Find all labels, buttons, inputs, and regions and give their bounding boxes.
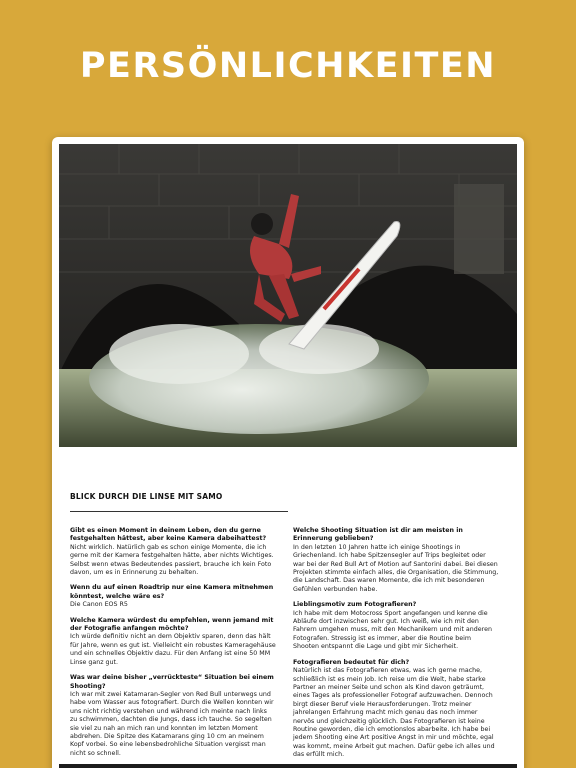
- answer: Natürlich ist das Fotografieren etwas, was ich gerne mache, schließlich ist es mein Job. Ich reise um die Welt, habe starke Partner an meiner Seite und schon als Kind davon geträumt, eines Tages als professioneller Fotograf aufzuwachen. Dennoch birgt dieser Beruf viele Herausforderungen. Trotz meiner jahrelangen Erfahrung macht mich genau das noch immer nervös und gleichzeitig glücklich. Das Fotografieren ist keine Routine geworden, die ich emotionslos abarbeite. Ich habe bei jedem Shooting eine Art positive Angst in mir und möchte, egal was kommt, meine Arbeit gut machen. Dafür gebe ich alles und das erfüllt mich.: [293, 667, 495, 759]
- page-title: PERSÖNLICHKEITEN: [79, 46, 497, 86]
- question: Gibt es einen Moment in deinem Leben, den du gerne festgehalten hättest, aber keine Kamera dabeihattest?: [70, 527, 267, 543]
- qa-item: [70, 584, 276, 609]
- left-column: [70, 527, 276, 765]
- question: Wenn du auf einen Roadtrip nur eine Kamera mitnehmen könntest, welche wäre es?: [70, 584, 274, 600]
- qa-item: [293, 527, 499, 594]
- answer: Ich war mit zwei Katamaran-Segler von Red Bull unterwegs und habe vom Wasser aus fotografiert. Durch die Wellen konnten wir uns nicht richtig verstehen und während ich meinte nach links zu schwimmen, dachten die Jungs, dass ich tauche. So segelten sie viel zu nah an mich ran und konnten im letzten Moment abdrehen. Die Spitze des Katamarans ging 10 cm an meinem Kopf vorbei. So eine lebensbedrohliche Situation vergisst man nicht so schnell.: [70, 690, 274, 757]
- answer: In den letzten 10 Jahren hatte ich einige Shootings in Griechenland. Ich habe Spitzensegler auf Trips begleitet oder war bei der Red Bull Art of Motion auf Santorini dabei. Bei diesen Projekten stimmte einfach alles, die Organisation, die Stimmung, die Landschaft. Das waren Momente, die ich mit besonderen Gefühlen verbunden habe.: [293, 543, 499, 593]
- answer: Ich würde definitiv nicht an dem Objektiv sparen, denn das hält für Jahre, wenn es gut ist. Vielleicht ein robustes Kameragehäuse und ein schnelles Objektiv dazu. Für den Anfang ist eine 50 MM Linse ganz gut.: [70, 633, 276, 666]
- answer: Ich habe mit dem Motocross Sport angefangen und kenne die Abläufe dort inzwischen sehr gut. Ich weiß, wie ich mit den Fahrern umgehen muss, mit den Mechanikern und mit anderen Fotografen. Stressig ist es immer, aber die Routine beim Shooten entspannt die Lage und gibt mir Sicherheit.: [293, 609, 492, 651]
- qa-item: [293, 659, 499, 760]
- question: Welche Shooting Situation ist dir am meisten in Erinnerung geblieben?: [293, 527, 463, 543]
- question: Lieblingsmotiv zum Fotografieren?: [293, 601, 417, 609]
- right-column: [293, 527, 499, 767]
- qa-item: [70, 674, 276, 758]
- qa-item: [70, 527, 276, 577]
- qa-item: [293, 601, 499, 651]
- next-photo-strip: [59, 764, 517, 768]
- section-divider: [70, 511, 288, 512]
- answer: Nicht wirklich. Natürlich gab es schon einige Momente, die ich gerne mit der Kamera festgehalten hätte, aber nichts Wichtiges. Selbst wenn etwas Bedeutendes passiert, brauche ich kein Foto davon, um es in Erinnerung zu behalten.: [70, 543, 274, 577]
- section-title: BLICK DURCH DIE LINSE MIT SAMO: [70, 492, 223, 501]
- answer: Die Canon EOS R5: [70, 601, 128, 609]
- surfer-photo-icon: [59, 144, 517, 447]
- question: Welche Kamera würdest du empfehlen, wenn jemand mit der Fotografie anfangen möchte?: [70, 616, 274, 633]
- question: Was war deine bisher „verrückteste“ Situation bei einem Shooting?: [70, 674, 274, 690]
- qa-item: [70, 617, 276, 667]
- article-card[interactable]: [52, 137, 524, 768]
- question: Fotografieren bedeutet für dich?: [293, 658, 410, 666]
